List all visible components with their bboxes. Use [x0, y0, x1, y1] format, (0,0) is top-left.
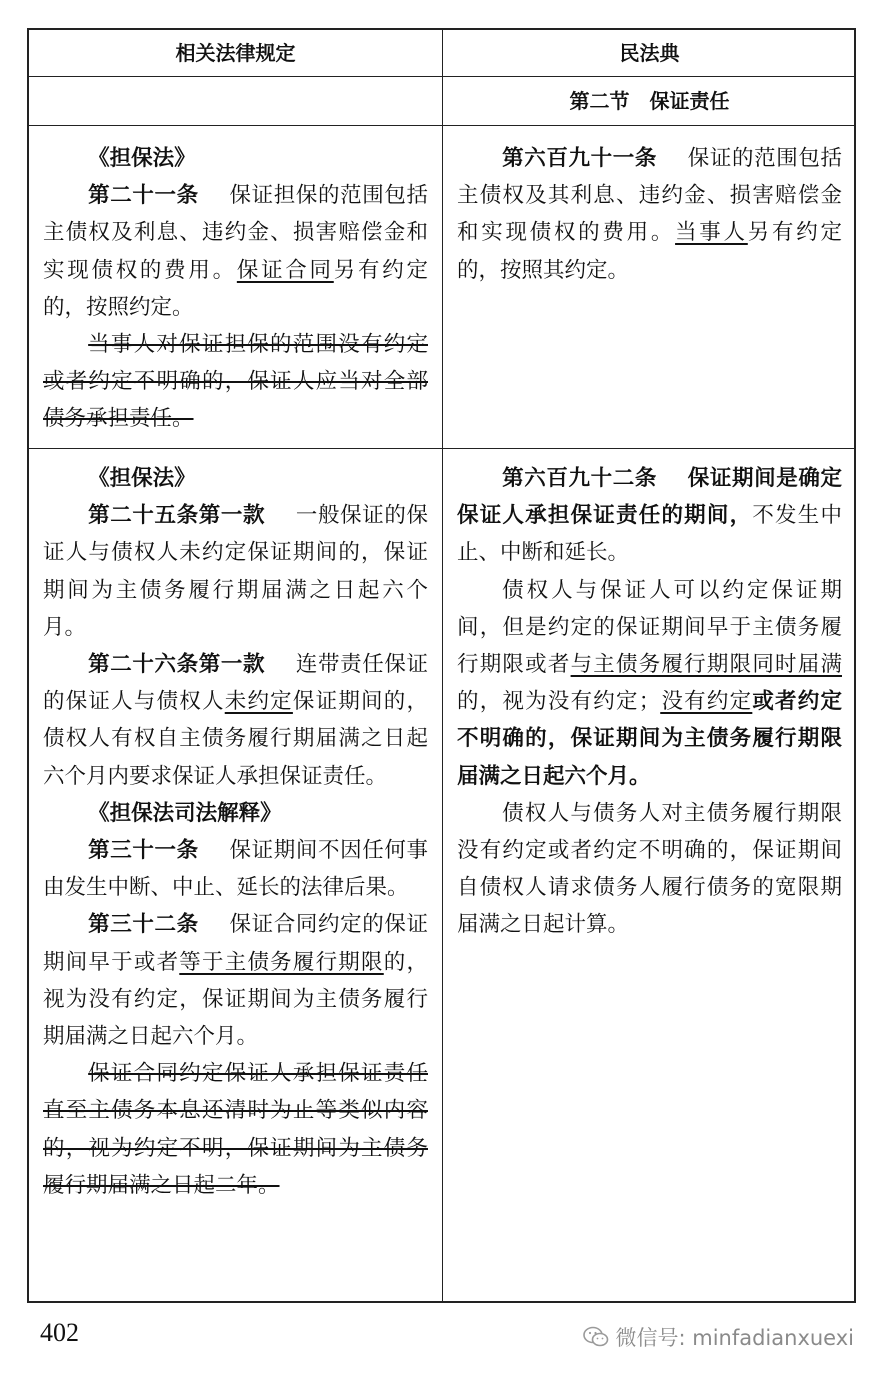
section-title: 第二节 保证责任	[569, 89, 730, 113]
wechat-footer	[583, 1322, 854, 1352]
row-divider	[29, 125, 854, 126]
article-692-para2: 债权人与保证人可以约定保证期间，但是约定的保证期间早于主债务履行期限或者与主债务履行期限同时届满的，视为没有约定；没有约定或者约定不明确的，保证期间为主债务履行期限届满之日起六个月。	[457, 577, 842, 789]
article-32: 第三十二条 保证合同约定的保证期间早于或者等于主债务履行期限的，视为没有约定，保证期间为主债务履行期届满之日起六个月。	[43, 912, 428, 1050]
header-left: 相关法律规定	[175, 41, 296, 65]
deleted-text: 当事人对保证担保的范围没有约定或者约定不明确的，保证人应当对全部债务承担责任。	[43, 332, 428, 432]
row1-left	[43, 140, 428, 438]
row-divider	[29, 448, 854, 449]
law-title: 《担保法司法解释》	[88, 800, 282, 826]
column-divider	[442, 30, 443, 1301]
article-691: 第六百九十一条 保证的范围包括主债权及其利息、违约金、损害赔偿金和实现债权的费用。当事人另有约定的，按照其约定。	[457, 146, 842, 283]
deleted-text: 保证合同约定保证人承担保证责任直至主债务本息还清时为止等类似内容的，视为约定不明，保证期间为主债务履行期届满之日起二年。	[43, 1061, 428, 1198]
header-right: 民法典	[619, 41, 680, 65]
law-title: 《担保法》	[88, 466, 196, 491]
row1-right	[457, 140, 842, 289]
article-21: 第二十一条 保证担保的范围包括主债权及利息、违约金、损害赔偿金和实现债权的费用。保证合同另有约定的，按照约定。	[43, 183, 428, 320]
article-692-para3: 债权人与债务人对主债务履行期限没有约定或者约定不明确的，保证期间自债权人请求债务人履行债务的宽限期届满之日起计算。	[457, 800, 842, 938]
row2-right	[457, 460, 842, 944]
comparison-table	[27, 28, 856, 1303]
page-number: 402	[40, 1318, 79, 1347]
wechat-id: 微信号: minfadianxuexi	[615, 1326, 854, 1350]
article-692: 第六百九十二条 保证期间是确定保证人承担保证责任的期间，不发生中止、中断和延长。	[457, 466, 842, 566]
wechat-icon	[583, 1326, 609, 1348]
law-title: 《担保法》	[88, 146, 196, 171]
article-26: 第二十六条第一款 连带责任保证的保证人与债权人未约定保证期间的，债权人有权自主债务履行期届满之日起六个月内要求保证人承担保证责任。	[43, 652, 428, 789]
article-31: 第三十一条 保证期间不因任何事由发生中断、中止、延长的法律后果。	[43, 838, 428, 901]
article-25: 第二十五条第一款 一般保证的保证人与债权人未约定保证期间的，保证期间为主债务履行期届满之日起六个月。	[43, 503, 428, 640]
row2-left	[43, 460, 428, 1204]
